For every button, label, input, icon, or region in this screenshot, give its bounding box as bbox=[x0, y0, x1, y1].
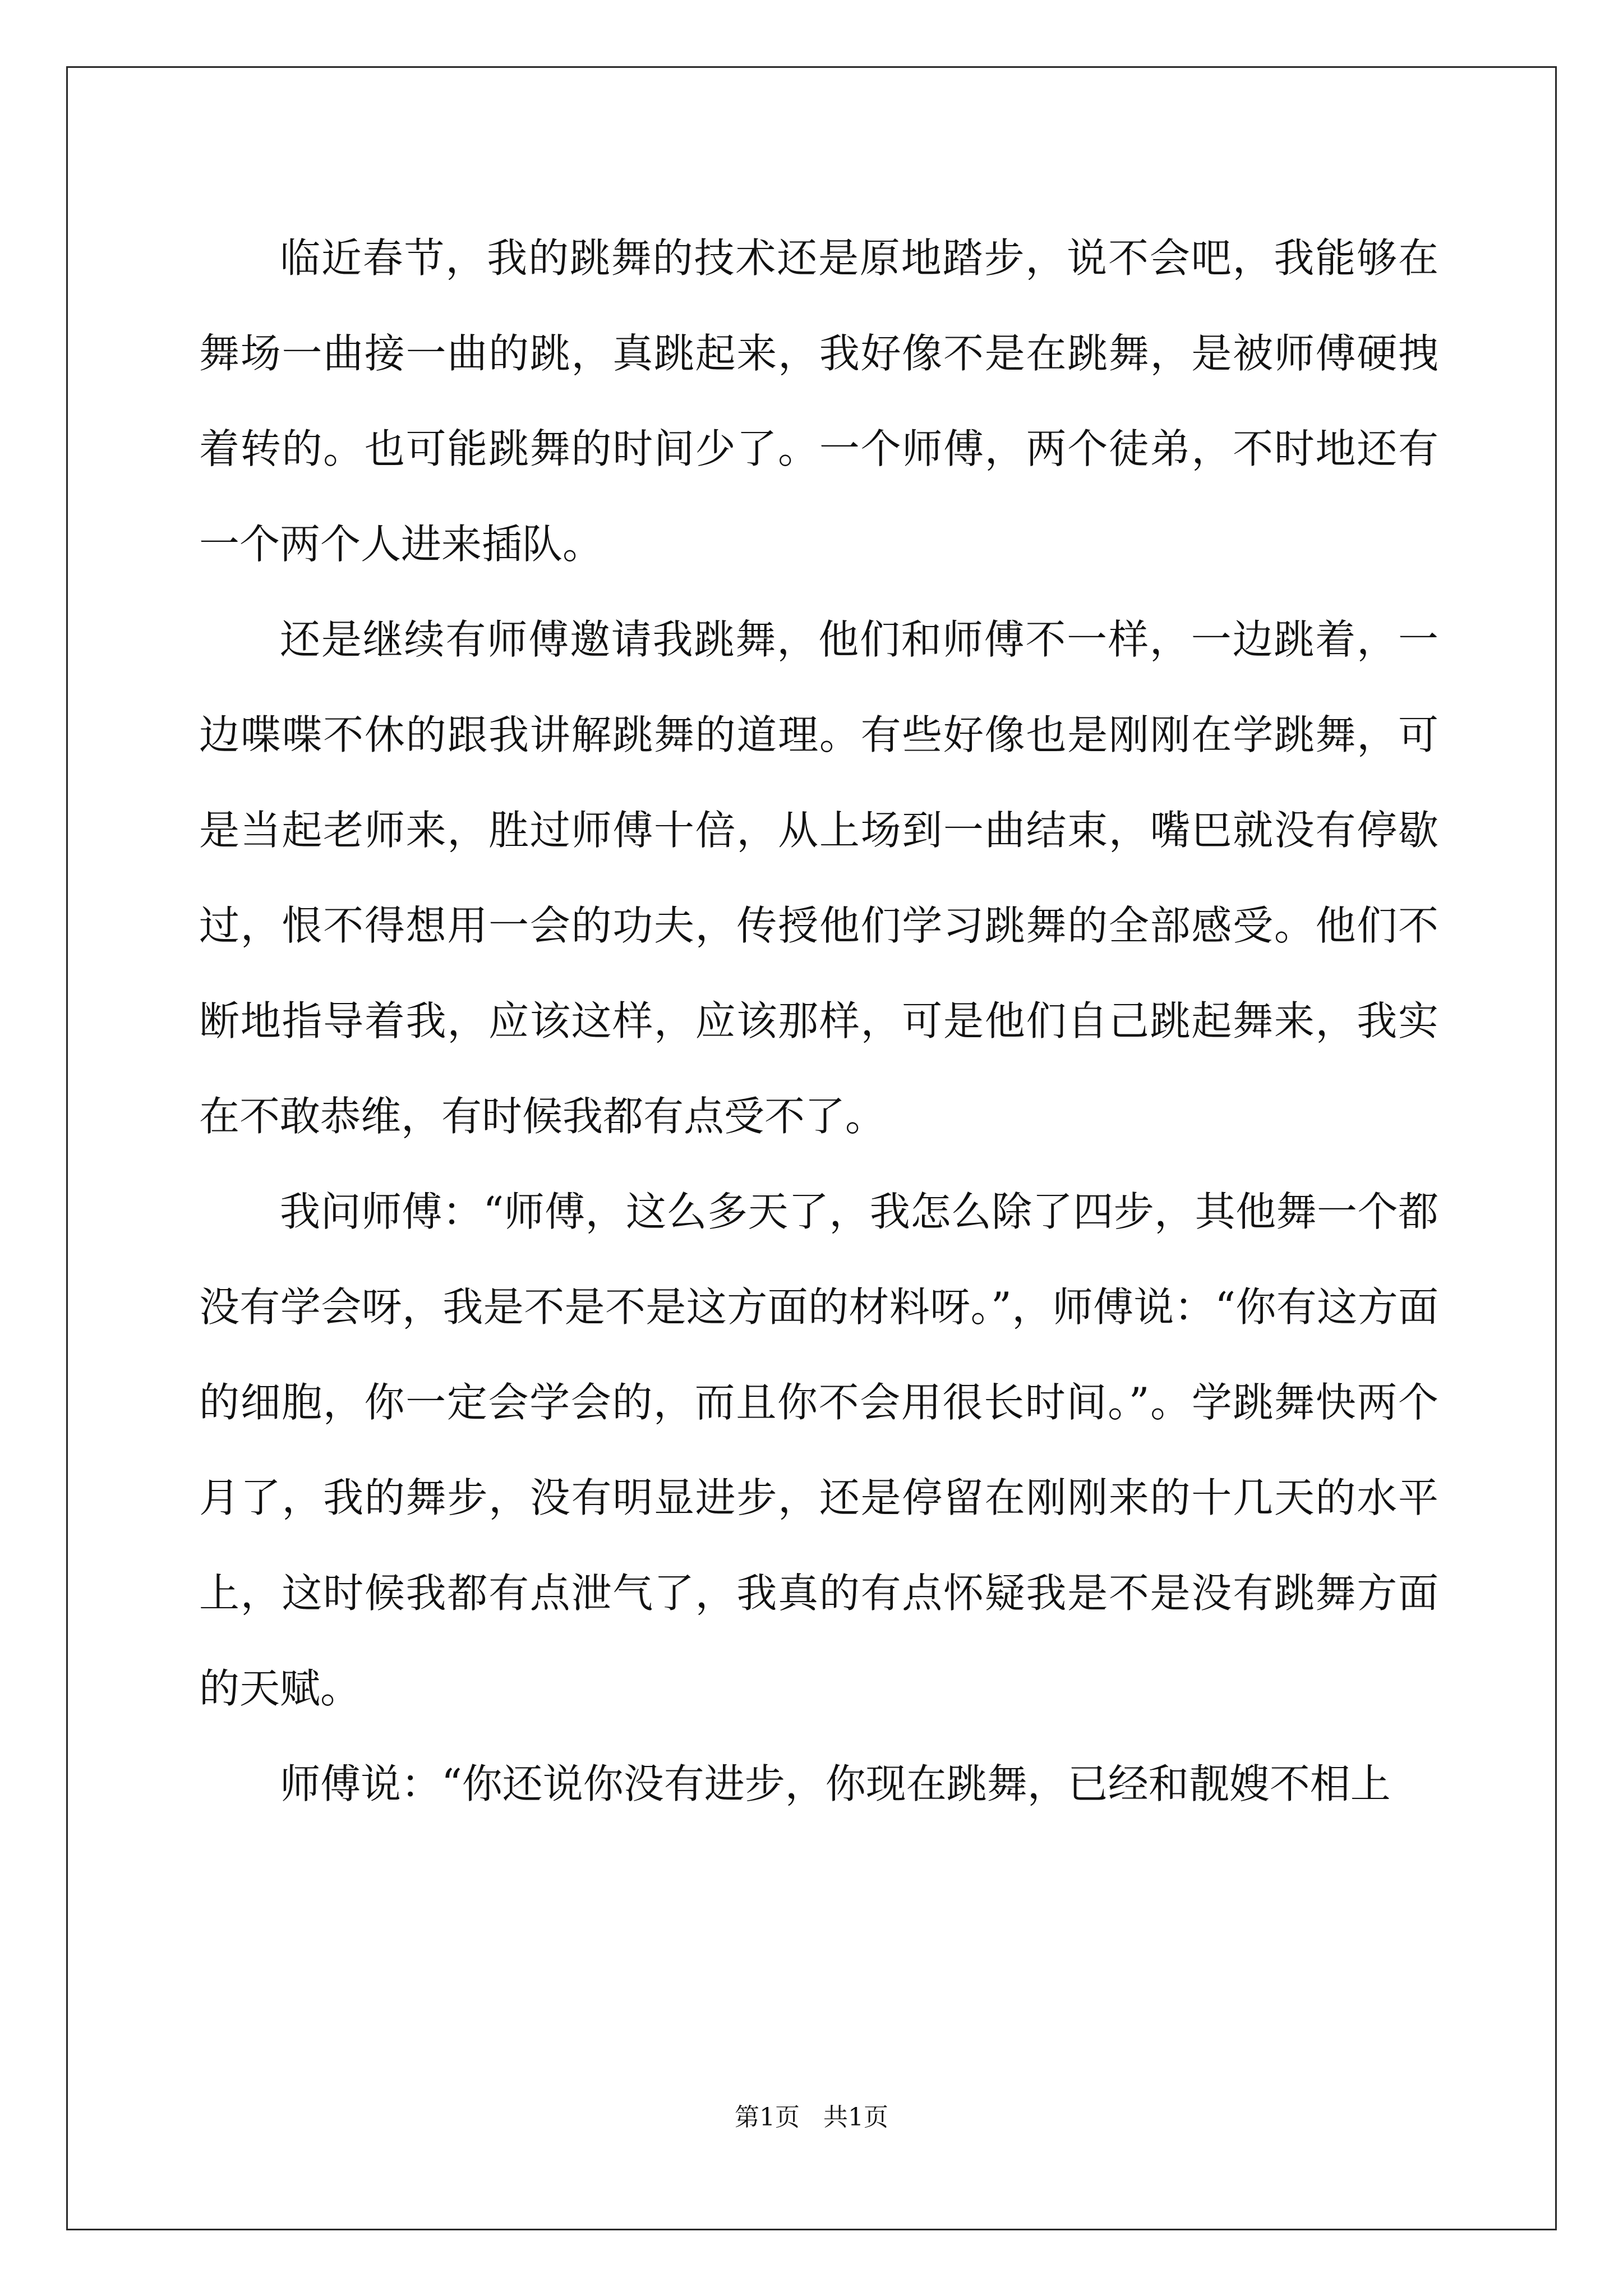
page-number-footer: 第1页 共1页 bbox=[735, 2103, 888, 2132]
paragraph-1: 临近春节，我的跳舞的技术还是原地踏步，说不会吧，我能够在舞场一曲接一曲的跳，真跳起来，我好像不是在跳舞，是被师傅硬拽着转的。也可能跳舞的时间少了。一个师傅，两个徒弟，不时地还有一个两个人进来插队。 bbox=[199, 234, 1438, 568]
document-body bbox=[199, 210, 1438, 1832]
paragraph-2: 还是继续有师傅邀请我跳舞，他们和师傅不一样，一边跳着，一边喋喋不休的跟我讲解跳舞的道理。有些好像也是刚刚在学跳舞，可是当起老师来，胜过师傅十倍，从上场到一曲结束，嘴巴就没有停歇过，恨不得想用一会的功夫，传授他们学习跳舞的全部感受。他们不断地指导着我，应该这样，应该那样，可是他们自己跳起舞来，我实在不敢恭维，有时候我都有点受不了。 bbox=[199, 616, 1438, 1140]
paragraph-4: 师傅说：“你还说你没有进步，你现在跳舞，已经和靓嫂不相上 bbox=[280, 1760, 1391, 1807]
paragraph-3: 我问师傅：“师傅，这么多天了，我怎么除了四步，其他舞一个都没有学会呀，我是不是不是这方面的材料呀。”，师傅说：“你有这方面的细胞，你一定会学会的，而且你不会用很长时间。”。学跳舞快两个月了，我的舞步，没有明显进步，还是停留在刚刚来的十几天的水平上，这时候我都有点泄气了，我真的有点怀疑我是不是没有跳舞方面的天赋。 bbox=[199, 1188, 1438, 1712]
